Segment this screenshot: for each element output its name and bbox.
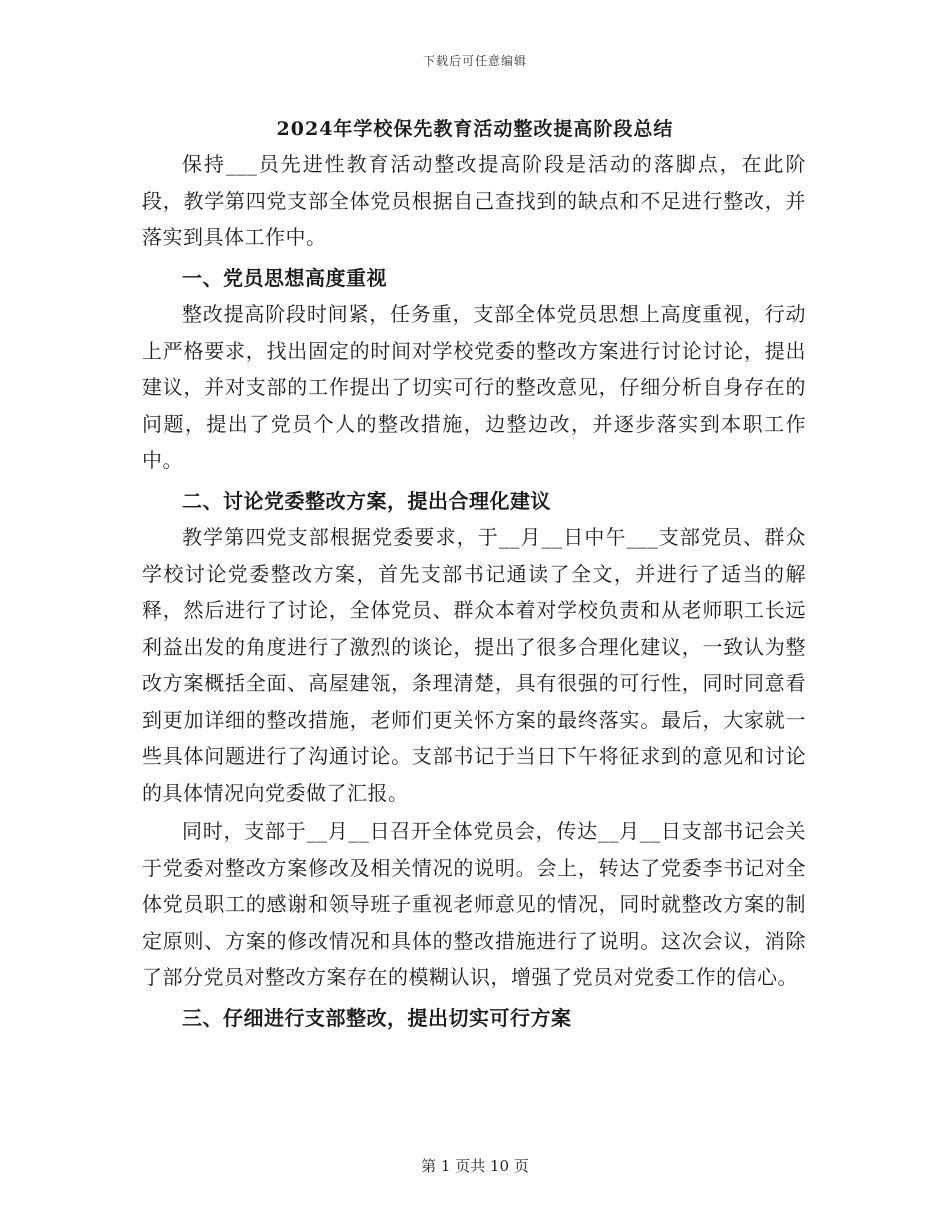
intro-paragraph: 保持___员先进性教育活动整改提高阶段是活动的落脚点，在此阶段，教学第四党支部全体党员根据自己查找到的缺点和不足进行整改，并落实到具体工作中。	[142, 152, 806, 249]
section-heading-2: 二、讨论党委整改方案，提出合理化建议	[182, 488, 551, 513]
section-heading-1: 一、党员思想高度重视	[182, 265, 387, 290]
section-2-paragraph-2: 同时，支部于__月__日召开全体党员会，传达__月__日支部书记会关于党委对整改方案修改及相关情况的说明。会上，转达了党委李书记对全体党员职工的感谢和领导班子重视老师意见的情况，同时就整改方案的制定原则、方案的修改情况和具体的整改措施进行了说明。这次会议，消除了部分党员对整改方案存在的模糊认识，增强了党员对党委工作的信心。	[142, 819, 806, 989]
page-header-note: 下载后可任意编辑	[422, 54, 527, 68]
document-body	[142, 146, 806, 1036]
section-heading-3: 三、仔细进行支部整改，提出切实可行方案	[182, 1005, 572, 1030]
section-2-paragraph-1: 教学第四党支部根据党委要求，于__月__日中午___支部党员、群众学校讨论党委整改方案，首先支部书记通读了全文，并进行了适当的解释，然后进行了讨论，全体党员、群众本着对学校负责和从老师职工长远利益出发的角度进行了激烈的谈论，提出了很多合理化建议，一致认为整改方案概括全面、高屋建瓴，条理清楚，具有很强的可行性，同时同意看到更加详细的整改措施，老师们更关怀方案的最终落实。最后，大家就一些具体问题进行了沟通讨论。支部书记于当日下午将征求到的意见和讨论的具体情况向党委做了汇报。	[142, 525, 806, 805]
section-1-paragraph: 整改提高阶段时间紧，任务重，支部全体党员思想上高度重视，行动上严格要求，找出固定的时间对学校党委的整改方案进行讨论讨论，提出建议，并对支部的工作提出了切实可行的整改意见，仔细分析自身存在的问题，提出了党员个人的整改措施，边整边改，并逐步落实到本职工作中。	[142, 302, 806, 472]
document-title: 2024年学校保先教育活动整改提高阶段总结	[276, 118, 674, 140]
page-number: 第 1 页共 10 页	[421, 1157, 529, 1175]
